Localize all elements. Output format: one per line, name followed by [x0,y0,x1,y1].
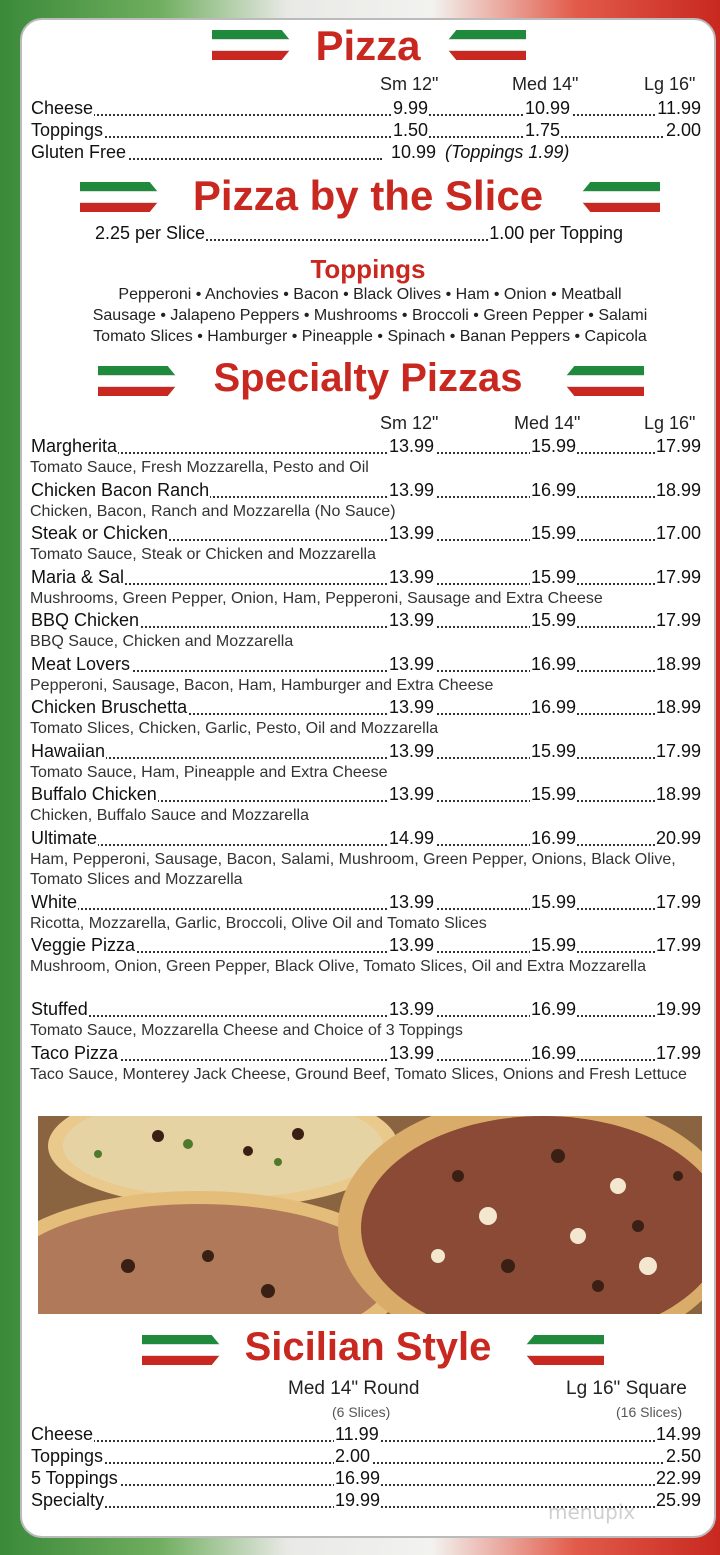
item-description: Tomato Sauce, Mozzarella Cheese and Choice of 3 Toppings [30,1022,463,1039]
menu-item-row [30,892,702,914]
toppings-heading: Toppings [310,254,426,284]
item-name: Buffalo Chicken [31,784,157,804]
item-description: Mushrooms, Green Pepper, Onion, Ham, Pepperoni, Sausage and Extra Cheese [30,589,603,607]
item-price: 13.99 [389,891,435,912]
slice-topping-price: 1.00 per Topping [489,223,623,243]
menu-item-row [30,999,702,1021]
item-description: Tomato Sauce, Fresh Mozzarella, Pesto and Oil [30,459,369,476]
specialty-heading: Specialty Pizzas [213,356,523,400]
item-price: 13.99 [389,566,435,587]
menu-item-row [30,1043,702,1065]
item-price: 16.99 [335,1468,381,1488]
item-name: Specialty [31,1490,105,1510]
size-small-header: Sm 12" [380,74,439,94]
item-price: 16.99 [531,827,577,848]
item-price: 15.99 [531,740,577,761]
menu-item-row [30,828,702,850]
italian-flag-icon [444,30,526,60]
item-price: 17.99 [655,740,701,761]
item-price: 17.99 [655,891,701,912]
item-name: Toppings [31,120,104,140]
item-description: Pepperoni, Sausage, Bacon, Ham, Hamburger and Extra Cheese [30,676,494,694]
item-price: 16.99 [531,999,577,1019]
item-price: 15.99 [531,935,577,955]
item-price: 13.99 [389,784,435,804]
item-price: 13.99 [389,1042,435,1063]
item-price: 16.99 [531,697,577,717]
item-description: Chicken, Buffalo Sauce and Mozzarella [30,807,309,824]
item-price: 15.99 [531,610,577,630]
item-price: 10.99 [391,142,437,162]
item-price: 15.99 [531,436,577,456]
item-description: BBQ Sauce, Chicken and Mozzarella [30,633,294,650]
menu-item-row [30,98,702,120]
item-price: 19.99 [655,999,701,1019]
menu-item-row [30,523,702,545]
menu-item-row [30,120,702,142]
item-name: White [31,891,78,912]
menu-item-row [30,784,702,806]
item-description: Tomato Sauce, Ham, Pineapple and Extra Cheese [30,763,388,781]
item-price: 17.99 [655,436,701,456]
item-price: 11.99 [657,98,701,118]
size-small-header: Sm 12" [380,413,439,433]
menu-item-row [30,1446,702,1468]
item-name: Maria & Sal [31,566,125,587]
item-price: 15.99 [531,523,577,543]
item-description: Taco Sauce, Monterey Jack Cheese, Ground Beef, Tomato Slices, Onions and Fresh Lettuce [30,1065,687,1083]
item-price: 2.50 [665,1446,701,1466]
item-price: 13.99 [389,740,435,761]
toppings-line: Sausage • Jalapeno Peppers • Mushrooms • Broccoli • Green Pepper • Salami [92,307,648,324]
menu-item-row [30,610,702,632]
pizza-heading: Pizza [315,22,421,69]
item-price: 13.99 [389,697,435,717]
item-price: 13.99 [389,523,435,543]
sicilian-lg-header: Lg 16" Square [566,1378,687,1399]
menu-item-row [30,741,702,763]
item-price: 15.99 [531,566,577,587]
size-large-header: Lg 16" [644,74,696,94]
item-name: Veggie Pizza [31,935,136,955]
item-price: 17.99 [655,1042,701,1063]
item-price: 17.99 [655,935,701,955]
toppings-line: Pepperoni • Anchovies • Bacon • Black Olives • Ham • Onion • Meatball [118,286,622,303]
item-price: 18.99 [655,697,701,717]
item-price: 14.99 [655,1424,701,1444]
item-price: 13.99 [389,479,435,500]
item-name: Hawaiian [31,740,106,761]
item-price: 14.99 [389,827,435,848]
item-name: Gluten Free [31,142,127,162]
pizza-photo [38,1116,702,1314]
item-price: 17.99 [655,566,701,587]
sicilian-lg-slices: (16 Slices) [616,1404,683,1420]
menu-item-row [30,1424,702,1446]
item-price: 1.75 [525,120,561,140]
item-price: 25.99 [655,1490,701,1510]
item-name: Meat Lovers [31,653,131,674]
item-price: 2.00 [335,1446,371,1466]
item-price: 18.99 [655,653,701,674]
item-price: 1.50 [393,120,429,140]
item-name: Taco Pizza [31,1042,119,1063]
item-price: 16.99 [531,1042,577,1063]
italian-flag-icon [522,1335,604,1365]
item-price: 19.99 [335,1490,381,1510]
item-price: 16.99 [531,479,577,500]
menu-item-row [30,654,702,676]
menu-item-row [30,697,702,719]
item-name: Cheese [31,1424,94,1444]
item-price: 10.99 [525,98,571,118]
menu-item-row [30,436,702,458]
slice-price: 2.25 per Slice [95,223,206,243]
item-name: Margherita [31,436,118,456]
item-price: 11.99 [335,1424,379,1444]
item-name: BBQ Chicken [31,610,140,630]
item-name: Chicken Bruschetta [31,697,188,717]
size-medium-header: Med 14" [514,413,581,433]
menu-item-row [30,935,702,957]
sicilian-med-header: Med 14" Round [288,1378,420,1399]
item-name: 5 Toppings [31,1468,118,1488]
item-price: 13.99 [389,999,435,1019]
item-description: Tomato Sauce, Steak or Chicken and Mozzarella [30,546,376,563]
menu-item-row [30,1468,702,1490]
item-name: Cheese [31,98,94,118]
item-price: 18.99 [655,784,701,804]
italian-flag-icon [578,182,660,212]
italian-flag-icon [562,366,644,396]
item-price: 15.99 [531,784,577,804]
item-name: Toppings [31,1446,104,1466]
menu-item-row [30,480,702,502]
item-name: Steak or Chicken [31,523,169,543]
slice-price-row [94,223,624,245]
item-price: 13.99 [389,610,435,630]
item-name: Stuffed [31,999,88,1019]
item-price: 9.99 [393,98,429,118]
item-price: 17.99 [655,610,701,630]
sicilian-heading: Sicilian Style [244,1325,492,1369]
item-description: Chicken, Bacon, Ranch and Mozzarella (No Sauce) [30,502,396,520]
item-description: Ham, Pepperoni, Sausage, Bacon, Salami, Mushroom, Green Pepper, Onions, Black Olive, Tomato Slices and Mozzarella [30,850,676,888]
item-price: 13.99 [389,436,435,456]
item-price: 20.99 [655,827,701,848]
item-name: Chicken Bacon Ranch [31,479,210,500]
slice-heading: Pizza by the Slice [192,172,544,219]
item-description: Mushroom, Onion, Green Pepper, Black Olive, Tomato Slices, Oil and Extra Mozzarella [30,958,646,975]
watermark: menupix [548,1500,636,1524]
item-price: 15.99 [531,891,577,912]
price-note: (Toppings 1.99) [445,142,570,162]
item-description: Tomato Slices, Chicken, Garlic, Pesto, Oil and Mozzarella [30,720,439,737]
item-price: 13.99 [389,935,435,955]
sicilian-med-slices: (6 Slices) [332,1404,391,1420]
toppings-line: Tomato Slices • Hamburger • Pineapple • Spinach • Banan Peppers • Capicola [93,328,647,345]
size-large-header: Lg 16" [644,413,696,433]
toppings-list [28,284,712,347]
item-price: 22.99 [655,1468,701,1488]
gluten-free-row [30,142,702,164]
item-price: 18.99 [655,479,701,500]
menu-item-row [30,567,702,589]
item-description: Ricotta, Mozzarella, Garlic, Broccoli, Olive Oil and Tomato Slices [30,914,487,932]
item-price: 17.00 [655,523,701,543]
item-price: 16.99 [531,653,577,674]
size-medium-header: Med 14" [512,74,579,94]
menu-card [20,18,716,1538]
item-name: Ultimate [31,827,98,848]
item-price: 13.99 [389,653,435,674]
item-price: 2.00 [665,120,701,140]
